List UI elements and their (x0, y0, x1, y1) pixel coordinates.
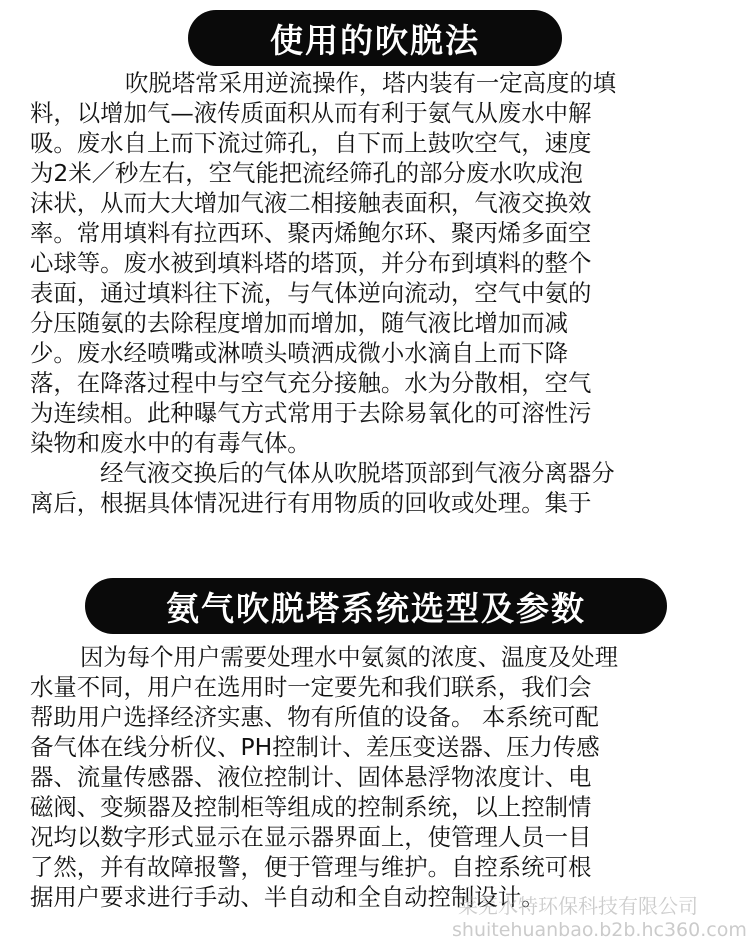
section-1-title: 使用的吹脱法 (270, 20, 480, 60)
paragraph-line: 据用户要求进行手动、半自动和全自动控制设计。 (30, 883, 545, 911)
paragraph-line: 染物和废水中的有毒气体。 (30, 429, 311, 457)
paragraph-line: 磁阀、变频器及控制柜等组成的控制系统，以上控制情 (30, 793, 592, 821)
paragraph-line: 为连续相。此种曝气方式常用于去除易氧化的可溶性污 (30, 399, 592, 427)
paragraph-line: 料，以增加气—液传质面积从而有利于氨气从废水中解 (30, 99, 592, 127)
paragraph-line: 离后，根据具体情况进行有用物质的回收或处理。集于 (30, 489, 592, 517)
paragraph-line: 分压随氨的去除程度增加而增加，随气液比增加而减 (30, 309, 568, 337)
section-2-body (30, 642, 720, 912)
paragraph-line: 吹脱塔常采用逆流操作，塔内装有一定高度的填 (125, 69, 617, 97)
paragraph-line: 为2米／秒左右，空气能把流经筛孔的部分废水吹成泡 (30, 159, 583, 187)
watermark-company: 莱芜水特环保科技有限公司 (458, 894, 698, 918)
paragraph-line: 沫状，从而大大增加气液二相接触表面积，气液交换效 (30, 189, 592, 217)
paragraph-line: 率。常用填料有拉西环、聚丙烯鲍尔环、聚丙烯多面空 (30, 219, 592, 247)
watermark-url: shuitehuanbao.b2b.hc360.com (452, 919, 747, 941)
paragraph-line: 了然，并有故障报警，便于管理与维护。自控系统可根 (30, 853, 592, 881)
paragraph-line: 落，在降落过程中与空气充分接触。水为分散相，空气 (30, 369, 592, 397)
section-2-title: 氨气吹脱塔系统选型及参数 (166, 588, 586, 628)
paragraph-line: 经气液交换后的气体从吹脱塔顶部到气液分离器分 (100, 459, 615, 487)
paragraph-line: 心球等。废水被到填料塔的塔顶，并分布到填料的整个 (30, 249, 592, 277)
paragraph-line: 少。废水经喷嘴或淋喷头喷洒成微小水滴自上而下降 (30, 339, 568, 367)
paragraph-line: 帮助用户选择经济实惠、物有所值的设备。 本系统可配 (30, 703, 599, 731)
paragraph-line: 水量不同，用户在选用时一定要先和我们联系，我们会 (30, 673, 592, 701)
paragraph-line: 表面，通过填料往下流，与气体逆向流动，空气中氨的 (30, 279, 592, 307)
paragraph-line: 吸。废水自上而下流过筛孔，自下而上鼓吹空气，速度 (30, 129, 592, 157)
paragraph-line: 器、流量传感器、液位控制计、固体悬浮物浓度计、电 (30, 763, 592, 791)
section-1-title-banner (188, 10, 562, 66)
paragraph-line: 况均以数字形式显示在显示器界面上，使管理人员一目 (30, 823, 592, 851)
paragraph-line: 因为每个用户需要处理水中氨氮的浓度、温度及处理 (80, 643, 618, 671)
section-2-title-banner (85, 578, 667, 634)
paragraph-line: 备气体在线分析仪、PH控制计、差压变送器、压力传感 (30, 733, 600, 761)
section-1-body (30, 68, 720, 518)
